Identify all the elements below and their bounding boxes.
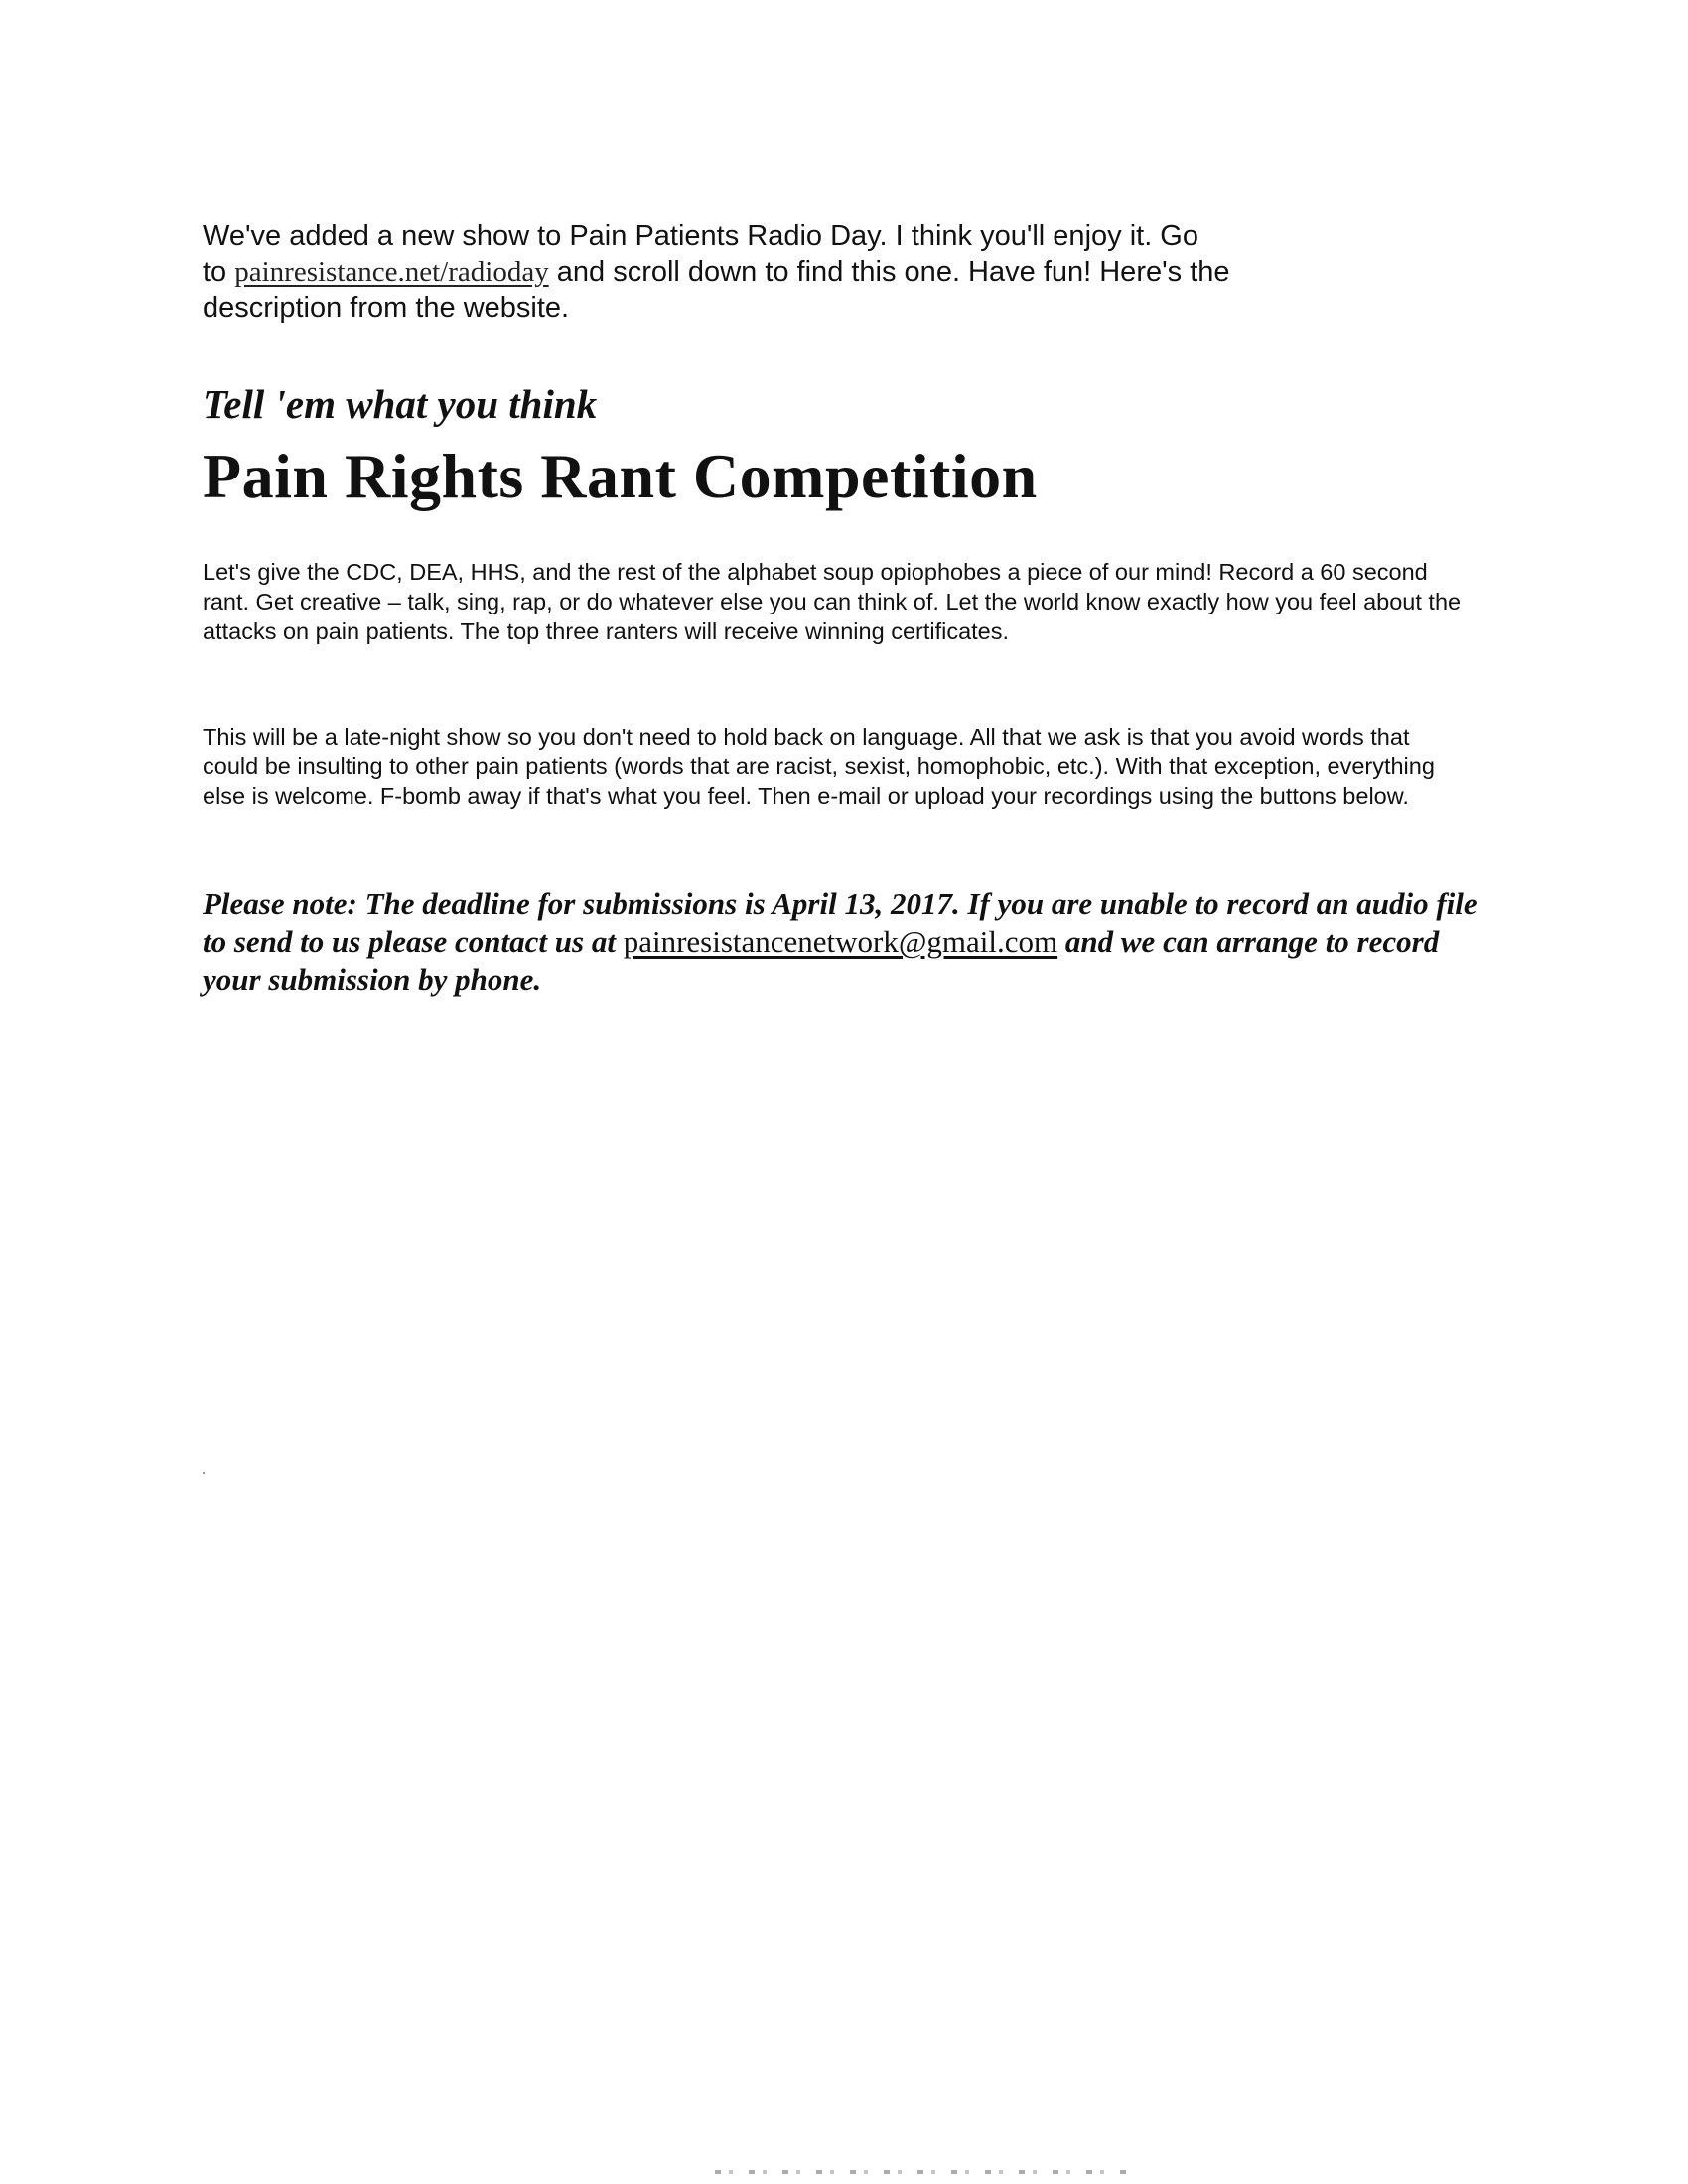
description-paragraph-1: Let's give the CDC, DEA, HHS, and the rest of the alphabet soup opiophobes a piece of our mind! Record a 60 second rant. Get creative – talk, sing, rap, or do whatever else you can think of. Let the world know exactly how you feel about the attacks on pain patients. The top three ranters will receive winning certificates. — [203, 559, 1462, 644]
intro-line-3: description from the website. — [203, 292, 570, 324]
page-title: Pain Rights Rant Competition — [203, 441, 1038, 511]
subheading: Tell 'em what you think — [203, 381, 598, 427]
intro-line-1: We've added a new show to Pain Patients Radio Day. I think you'll enjoy it. Go — [203, 220, 1198, 252]
intro-line-2-rest: and scroll down to find this one. Have fun! Here's the — [548, 256, 1230, 288]
description-paragraph-2: This will be a late-night show so you don't need to hold back on language. All that we ask is that you avoid words that could be insulting to other pain patients (words that are racist, sexist, homophobic, etc.). With that exception, everything else is welcome. F-bomb away if that's what you feel. Then e-mail or upload your recordings using the buttons below. — [203, 724, 1435, 809]
deadline-note — [203, 886, 1483, 999]
scan-speck — [203, 1472, 205, 1474]
note-text-after: and we can arrange to record your submission by phone. — [203, 924, 1440, 997]
radioday-link[interactable]: painresistance.net/radioday — [234, 256, 549, 288]
intro-to-word: to — [203, 256, 235, 288]
contact-email-link[interactable]: painresistancenetwork@gmail.com — [623, 924, 1058, 959]
note-text-before: Please note: The deadline for submissions is April 13, 2017. If you are unable to record an audio file to send to us please contact us at — [203, 887, 1477, 959]
intro-paragraph — [203, 218, 1474, 326]
scan-smudge — [715, 2170, 1132, 2174]
